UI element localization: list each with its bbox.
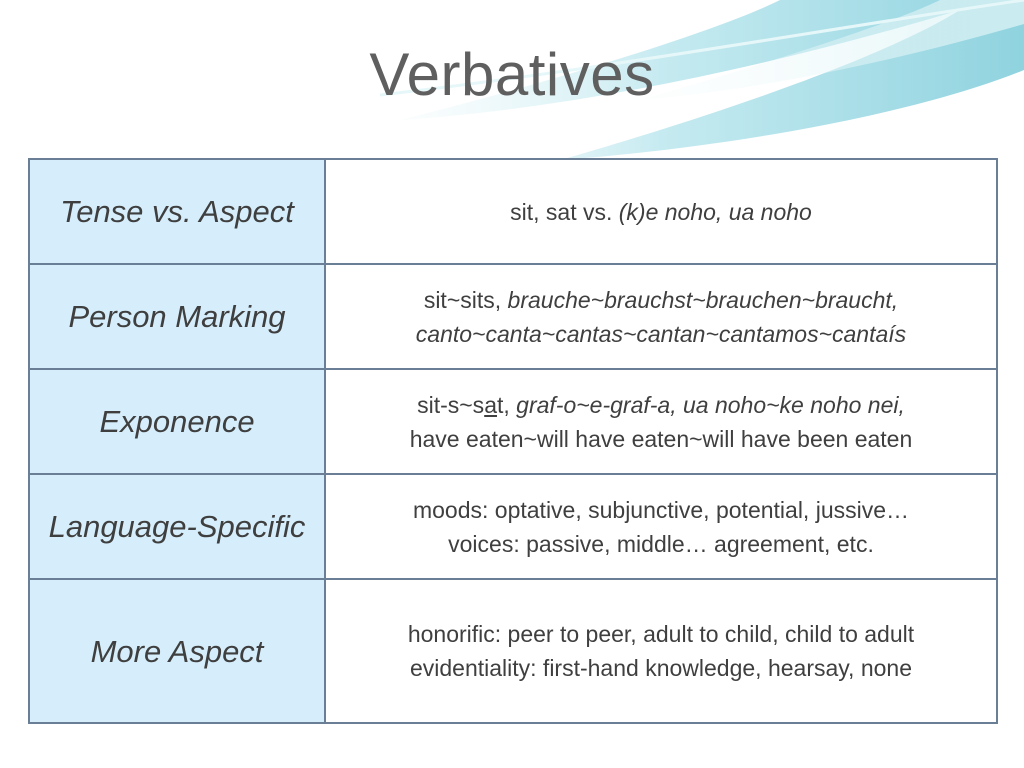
- row-label-exponence: Exponence: [29, 369, 325, 474]
- table-row: [29, 159, 997, 264]
- row-content-tense-aspect: [325, 159, 997, 264]
- content-italic-text: canto~canta~cantas~cantan~cantamos~cantaís: [415, 320, 907, 347]
- row-label-more-aspect: More Aspect: [29, 579, 325, 723]
- comparison-table: [28, 158, 998, 724]
- row-content-more-aspect: [325, 579, 997, 723]
- content-text: have eaten~will have eaten~will have been eaten: [409, 425, 913, 452]
- content-text: sit-s~s: [417, 391, 485, 418]
- row-content-exponence: [325, 369, 997, 474]
- content-text: evidentiality: first-hand knowledge, hearsay, none: [409, 655, 913, 681]
- row-content-language-specific: [325, 474, 997, 579]
- content-text: voices: passive, middle… agreement, etc.: [448, 530, 874, 557]
- content-italic-text: (k)e noho, ua noho: [618, 198, 812, 225]
- content-text: sit, sat vs.: [510, 198, 619, 225]
- row-label-language-specific: Language-Specific: [29, 474, 325, 579]
- row-label-tense-aspect: Tense vs. Aspect: [29, 159, 325, 264]
- table-row: [29, 369, 997, 474]
- row-content-person-marking: [325, 264, 997, 369]
- table-row: [29, 474, 997, 579]
- content-text: moods: optative, subjunctive, potential, jussive…: [412, 496, 910, 523]
- underlined-letter: a: [484, 391, 497, 418]
- row-label-person-marking: Person Marking: [29, 264, 325, 369]
- content-text: honorific: peer to peer, adult to child, child to adult: [407, 621, 915, 647]
- content-text: sit~sits,: [423, 286, 508, 313]
- content-italic-text: brauche~brauchst~brauchen~braucht,: [507, 286, 899, 313]
- table-row: [29, 264, 997, 369]
- content-italic-text: graf-o~e-graf-a, ua noho~ke noho nei,: [516, 391, 905, 418]
- slide-title: Verbatives: [369, 41, 655, 108]
- table-row: [29, 579, 997, 723]
- content-text: t,: [496, 391, 517, 418]
